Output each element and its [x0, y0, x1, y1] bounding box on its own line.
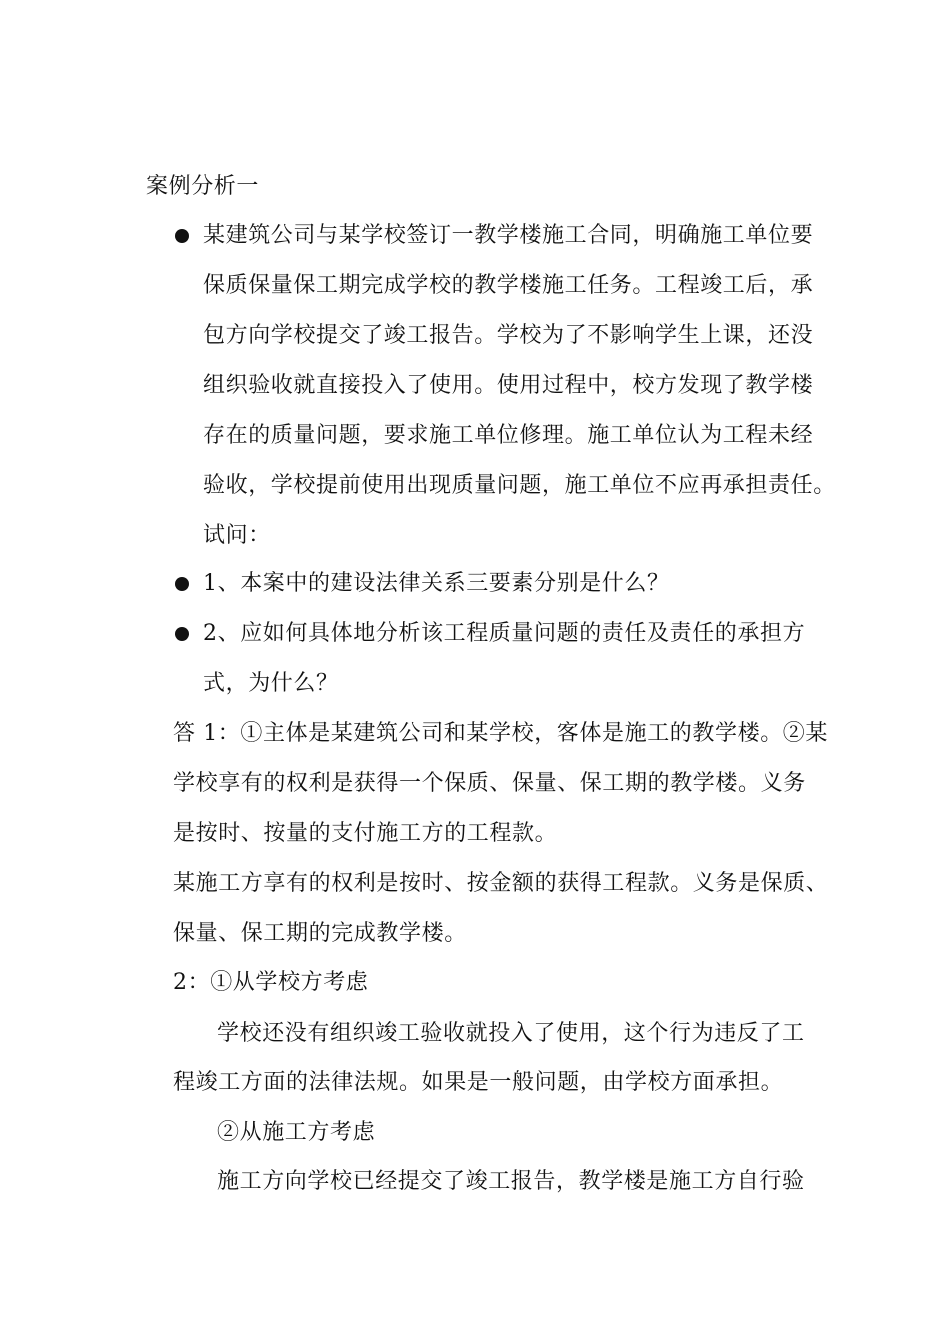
answer-2-para-1-line-1: 学校还没有组织竣工验收就投入了使用，这个行为违反了工	[217, 1021, 805, 1046]
bullet-marker	[175, 229, 189, 243]
bullet-1-line-1: 某建筑公司与某学校签订一教学楼施工合同，明确施工单位要	[203, 223, 814, 248]
answer-2-para-2-line-1: 施工方向学校已经提交了竣工报告，教学楼是施工方自行验	[217, 1169, 805, 1194]
answer-2-subheading: ②从施工方考虑	[217, 1120, 376, 1145]
answer-2-heading: 2：①从学校方考虑	[173, 970, 369, 995]
bullet-1-line-5: 存在的质量问题，要求施工单位修理。施工单位认为工程未经	[203, 423, 814, 448]
document-title: 案例分析一	[146, 174, 260, 199]
bullet-2-line-1: 1、本案中的建设法律关系三要素分别是什么？	[203, 571, 670, 596]
bullet-3-line-1: 2、应如何具体地分析该工程质量问题的责任及责任的承担方	[203, 621, 806, 646]
answer-1-line-2: 学校享有的权利是获得一个保质、保量、保工期的教学楼。义务	[173, 771, 806, 796]
bullet-1-line-6: 验收，学校提前使用出现质量问题，施工单位不应再承担责任。	[203, 473, 836, 498]
answer-1-line-1: 答 1：①主体是某建筑公司和某学校，客体是施工的教学楼。②某	[173, 721, 828, 746]
bullet-marker	[175, 577, 189, 591]
answer-1b-line-1: 某施工方享有的权利是按时、按金额的获得工程款。义务是保质、	[173, 871, 829, 896]
answer-1b-line-2: 保量、保工期的完成教学楼。	[173, 921, 467, 946]
answer-1-line-3: 是按时、按量的支付施工方的工程款。	[173, 821, 558, 846]
bullet-3-line-2: 式，为什么？	[203, 671, 339, 696]
bullet-marker	[175, 627, 189, 641]
bullet-1-line-3: 包方向学校提交了竣工报告。学校为了不影响学生上课，还没	[203, 323, 814, 348]
bullet-1-line-4: 组织验收就直接投入了使用。使用过程中，校方发现了教学楼	[203, 373, 814, 398]
bullet-1-line-7: 试问：	[203, 523, 271, 548]
answer-2-para-1-line-2: 程竣工方面的法律法规。如果是一般问题，由学校方面承担。	[173, 1070, 784, 1095]
bullet-1-line-2: 保质保量保工期完成学校的教学楼施工任务。工程竣工后，承	[203, 273, 814, 298]
